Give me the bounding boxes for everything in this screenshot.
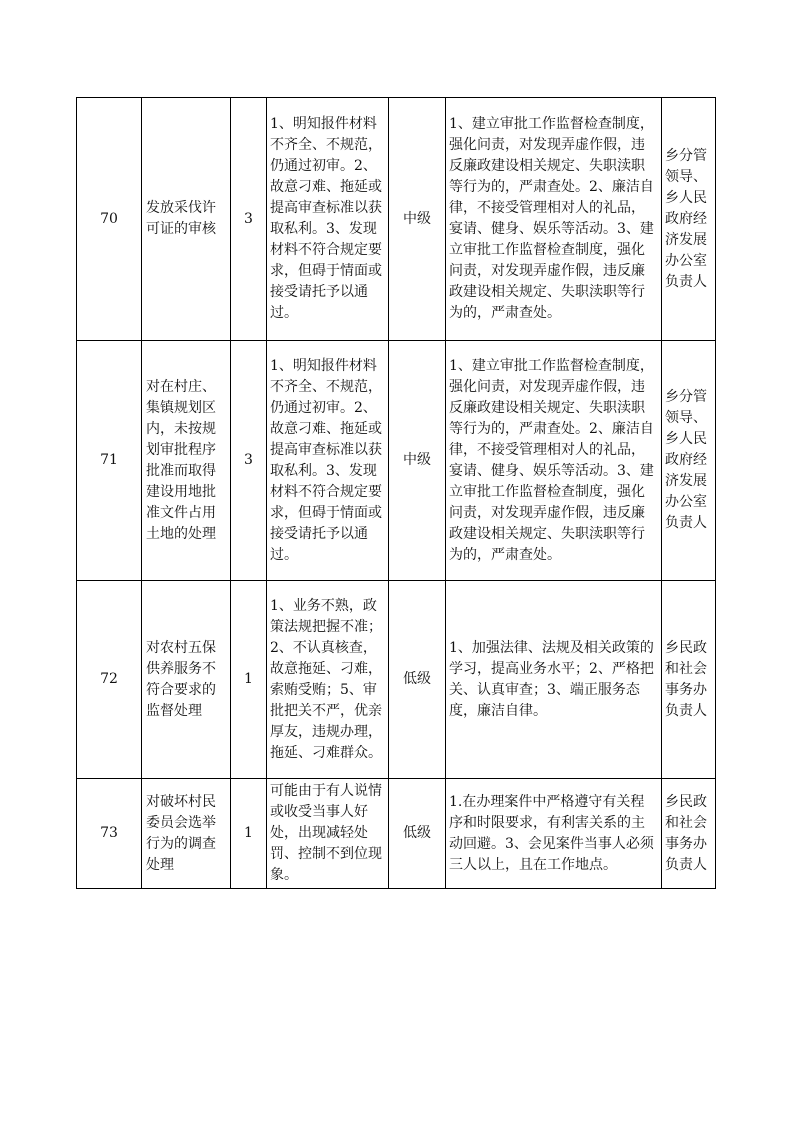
- risk-points: 可能由于有人说情或收受当事人好处，出现减轻处罚、控制不到位现象。: [267, 779, 389, 889]
- item-name: 对农村五保供养服务不符合要求的监督处理: [142, 581, 231, 779]
- risk-points: 1、明知报件材料不齐全、不规范，仍通过初审。2、故意刁难、拖延或提高审查标准以获取私利。3、发现材料不符合规定要求，但碍于情面或接受请托予以通过。: [267, 98, 389, 341]
- row-number: 71: [77, 341, 142, 581]
- table-row: [77, 779, 716, 889]
- risk-points: 1、业务不熟，政策法规把握不准；2、不认真核查，故意拖延、刁难，索贿受贿；5、审批把关不严，优亲厚友，违规办理，拖延、刁难群众。: [267, 581, 389, 779]
- prevention-measures: 1.在办理案件中严格遵守有关程序和时限要求，有利害关系的主动回避。3、会见案件当事人必须三人以上，且在工作地点。: [446, 779, 662, 889]
- responsible-person: 乡民政和社会事务办负责人: [662, 581, 716, 779]
- risk-grade: 中级: [389, 341, 446, 581]
- risk-grade: 低级: [389, 779, 446, 889]
- prevention-measures: 1、建立审批工作监督检查制度，强化问责，对发现弄虚作假，违反廉政建设相关规定、失职渎职等行为的，严肃查处。2、廉洁自律，不接受管理相对人的礼品，宴请、健身、娱乐等活动。3、建立审批工作监督检查制度，强化问责，对发现弄虚作假，违反廉政建设相关规定、失职渎职等行为的，严肃查处。: [446, 98, 662, 341]
- prevention-measures: 1、建立审批工作监督检查制度，强化问责，对发现弄虚作假，违反廉政建设相关规定、失职渎职等行为的，严肃查处。2、廉洁自律，不接受管理相对人的礼品，宴请、健身、娱乐等活动。3、建立审批工作监督检查制度，强化问责，对发现弄虚作假，违反廉政建设相关规定、失职渎职等行为的，严肃查处。: [446, 341, 662, 581]
- row-number: 70: [77, 98, 142, 341]
- item-name: 发放采伐许可证的审核: [142, 98, 231, 341]
- prevention-measures: 1、加强法律、法规及相关政策的学习，提高业务水平；2、严格把关、认真审查；3、端正服务态度，廉洁自律。: [446, 581, 662, 779]
- table-row: [77, 98, 716, 341]
- risk-level-number: 3: [231, 341, 267, 581]
- table-row: [77, 581, 716, 779]
- risk-grade: 低级: [389, 581, 446, 779]
- item-name: 对在村庄、集镇规划区内，未按规划审批程序批准而取得建设用地批准文件占用土地的处理: [142, 341, 231, 581]
- row-number: 72: [77, 581, 142, 779]
- risk-grade: 中级: [389, 98, 446, 341]
- table-row: [77, 341, 716, 581]
- risk-table: [76, 97, 716, 889]
- item-name: 对破坏村民委员会选举行为的调查处理: [142, 779, 231, 889]
- responsible-person: 乡民政和社会事务办负责人: [662, 779, 716, 889]
- risk-level-number: 1: [231, 779, 267, 889]
- risk-points: 1、明知报件材料不齐全、不规范，仍通过初审。2、故意刁难、拖延或提高审查标准以获取私利。3、发现材料不符合规定要求，但碍于情面或接受请托予以通过。: [267, 341, 389, 581]
- responsible-person: 乡分管领导、乡人民政府经济发展办公室负责人: [662, 341, 716, 581]
- responsible-person: 乡分管领导、乡人民政府经济发展办公室负责人: [662, 98, 716, 341]
- risk-level-number: 1: [231, 581, 267, 779]
- risk-level-number: 3: [231, 98, 267, 341]
- row-number: 73: [77, 779, 142, 889]
